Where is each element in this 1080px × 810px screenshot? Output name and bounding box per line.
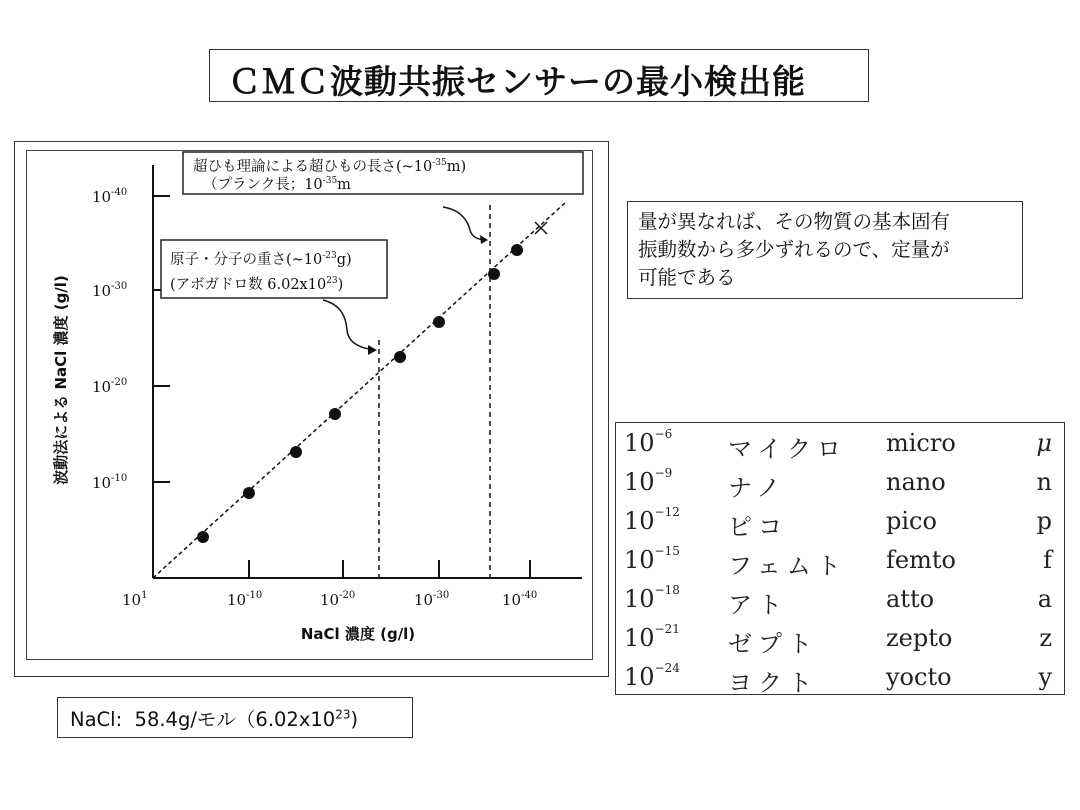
name-cell: yocto <box>886 663 952 691</box>
name-cell: femto <box>886 546 956 574</box>
power-cell: $10^{-9}$ <box>624 466 673 496</box>
y-ticks <box>153 196 170 482</box>
arrow-head-icon <box>480 235 488 244</box>
name-cell: atto <box>886 585 935 613</box>
data-point <box>243 487 255 499</box>
name-cell: pico <box>886 507 937 535</box>
power-cell: $10^{-15}$ <box>624 544 680 574</box>
table-row <box>616 425 1064 464</box>
svg-text:10-30: $10^{-30}$ <box>414 590 450 609</box>
name-cell: zepto <box>886 624 953 652</box>
table-row <box>616 464 1064 503</box>
power-cell: $10^{-21}$ <box>624 622 680 652</box>
note-line: 可能である <box>638 266 736 289</box>
katakana-cell: フェムト <box>728 552 847 580</box>
arrow-planck <box>443 207 487 240</box>
data-point <box>394 351 406 363</box>
svg-text:10-10: $10^{-10}$ <box>227 590 263 609</box>
table-row <box>616 620 1064 659</box>
annotation-planck-line1: 超ひも理論による超ひもの長さ$(\sim 10^{-35}m)$ <box>193 158 467 175</box>
table-row <box>616 659 1064 698</box>
x-tick-labels <box>122 590 537 609</box>
slide-title: ＣＭＣ波動共振センサーの最小検出能 <box>228 62 806 101</box>
svg-text:101: $10^1$ <box>122 590 148 609</box>
x-ticks <box>249 560 530 578</box>
symbol-cell: μ <box>1036 429 1052 457</box>
nacl-value: 58.4g/モル（6.02x10 <box>134 708 336 731</box>
data-point <box>329 408 341 420</box>
y-tick-labels <box>92 187 127 492</box>
data-point <box>433 316 445 328</box>
explanation-note <box>627 201 1023 299</box>
katakana-cell: ヨクト <box>728 669 818 697</box>
katakana-cell: アト <box>728 591 788 619</box>
svg-text:10-40: $10^{-40}$ <box>92 187 128 206</box>
arrow-atomic <box>323 300 375 350</box>
svg-text:10-30: $10^{-30}$ <box>92 281 128 300</box>
power-cell: $10^{-6}$ <box>624 427 673 457</box>
nacl-exponent: 23 <box>335 707 351 722</box>
annotation-atomic-line1: 原子・分子の重さ$(\sim 10^{-23}g)$ <box>170 251 352 268</box>
svg-text:10-10: $10^{-10}$ <box>92 473 128 492</box>
katakana-cell: ピコ <box>728 513 788 541</box>
power-cell: $10^{-24}$ <box>624 661 680 691</box>
table-row <box>616 503 1064 542</box>
annotation-atomic-line2: (アボガドロ数 $6.02x10^{23}$) <box>170 276 344 293</box>
power-cell: $10^{-12}$ <box>624 505 680 535</box>
symbol-cell: z <box>1039 624 1052 652</box>
power-cell: $10^{-18}$ <box>624 583 680 613</box>
table-row <box>616 542 1064 581</box>
nacl-molar-mass-box <box>57 697 413 738</box>
katakana-cell: ゼプト <box>728 630 818 658</box>
katakana-cell: ナノ <box>728 474 787 502</box>
x-axis-label: NaCl 濃度 (g/l) <box>300 625 416 643</box>
y-axis-label: 波動法による NaCl 濃度 (g/l) <box>52 275 70 485</box>
symbol-cell: f <box>1043 546 1052 574</box>
symbol-cell: p <box>1036 507 1052 535</box>
data-point <box>511 244 523 256</box>
nacl-label: NaCl: <box>70 708 123 731</box>
si-prefix-table <box>615 422 1065 695</box>
data-point <box>290 446 302 458</box>
svg-text:10-40: $10^{-40}$ <box>502 590 538 609</box>
symbol-cell: a <box>1037 585 1052 613</box>
name-cell: micro <box>886 429 956 457</box>
svg-text:10-20: $10^{-20}$ <box>320 590 356 609</box>
annotation-planck-line2: （プランク長；$10^{-35}m$ <box>203 176 351 193</box>
data-point <box>488 268 500 280</box>
arrow-head-icon <box>368 345 377 355</box>
note-line: 振動数から多少ずれるので、定量が <box>638 238 950 261</box>
nacl-suffix: ) <box>350 708 359 731</box>
symbol-cell: n <box>1036 468 1052 496</box>
table-row <box>616 581 1064 620</box>
svg-text:10-20: $10^{-20}$ <box>92 377 128 396</box>
name-cell: nano <box>886 468 946 496</box>
katakana-cell: マイクロ <box>728 435 848 463</box>
symbol-cell: y <box>1038 663 1052 691</box>
note-line: 量が異なれば、その物質の基本固有 <box>638 210 951 233</box>
data-point <box>197 531 209 543</box>
